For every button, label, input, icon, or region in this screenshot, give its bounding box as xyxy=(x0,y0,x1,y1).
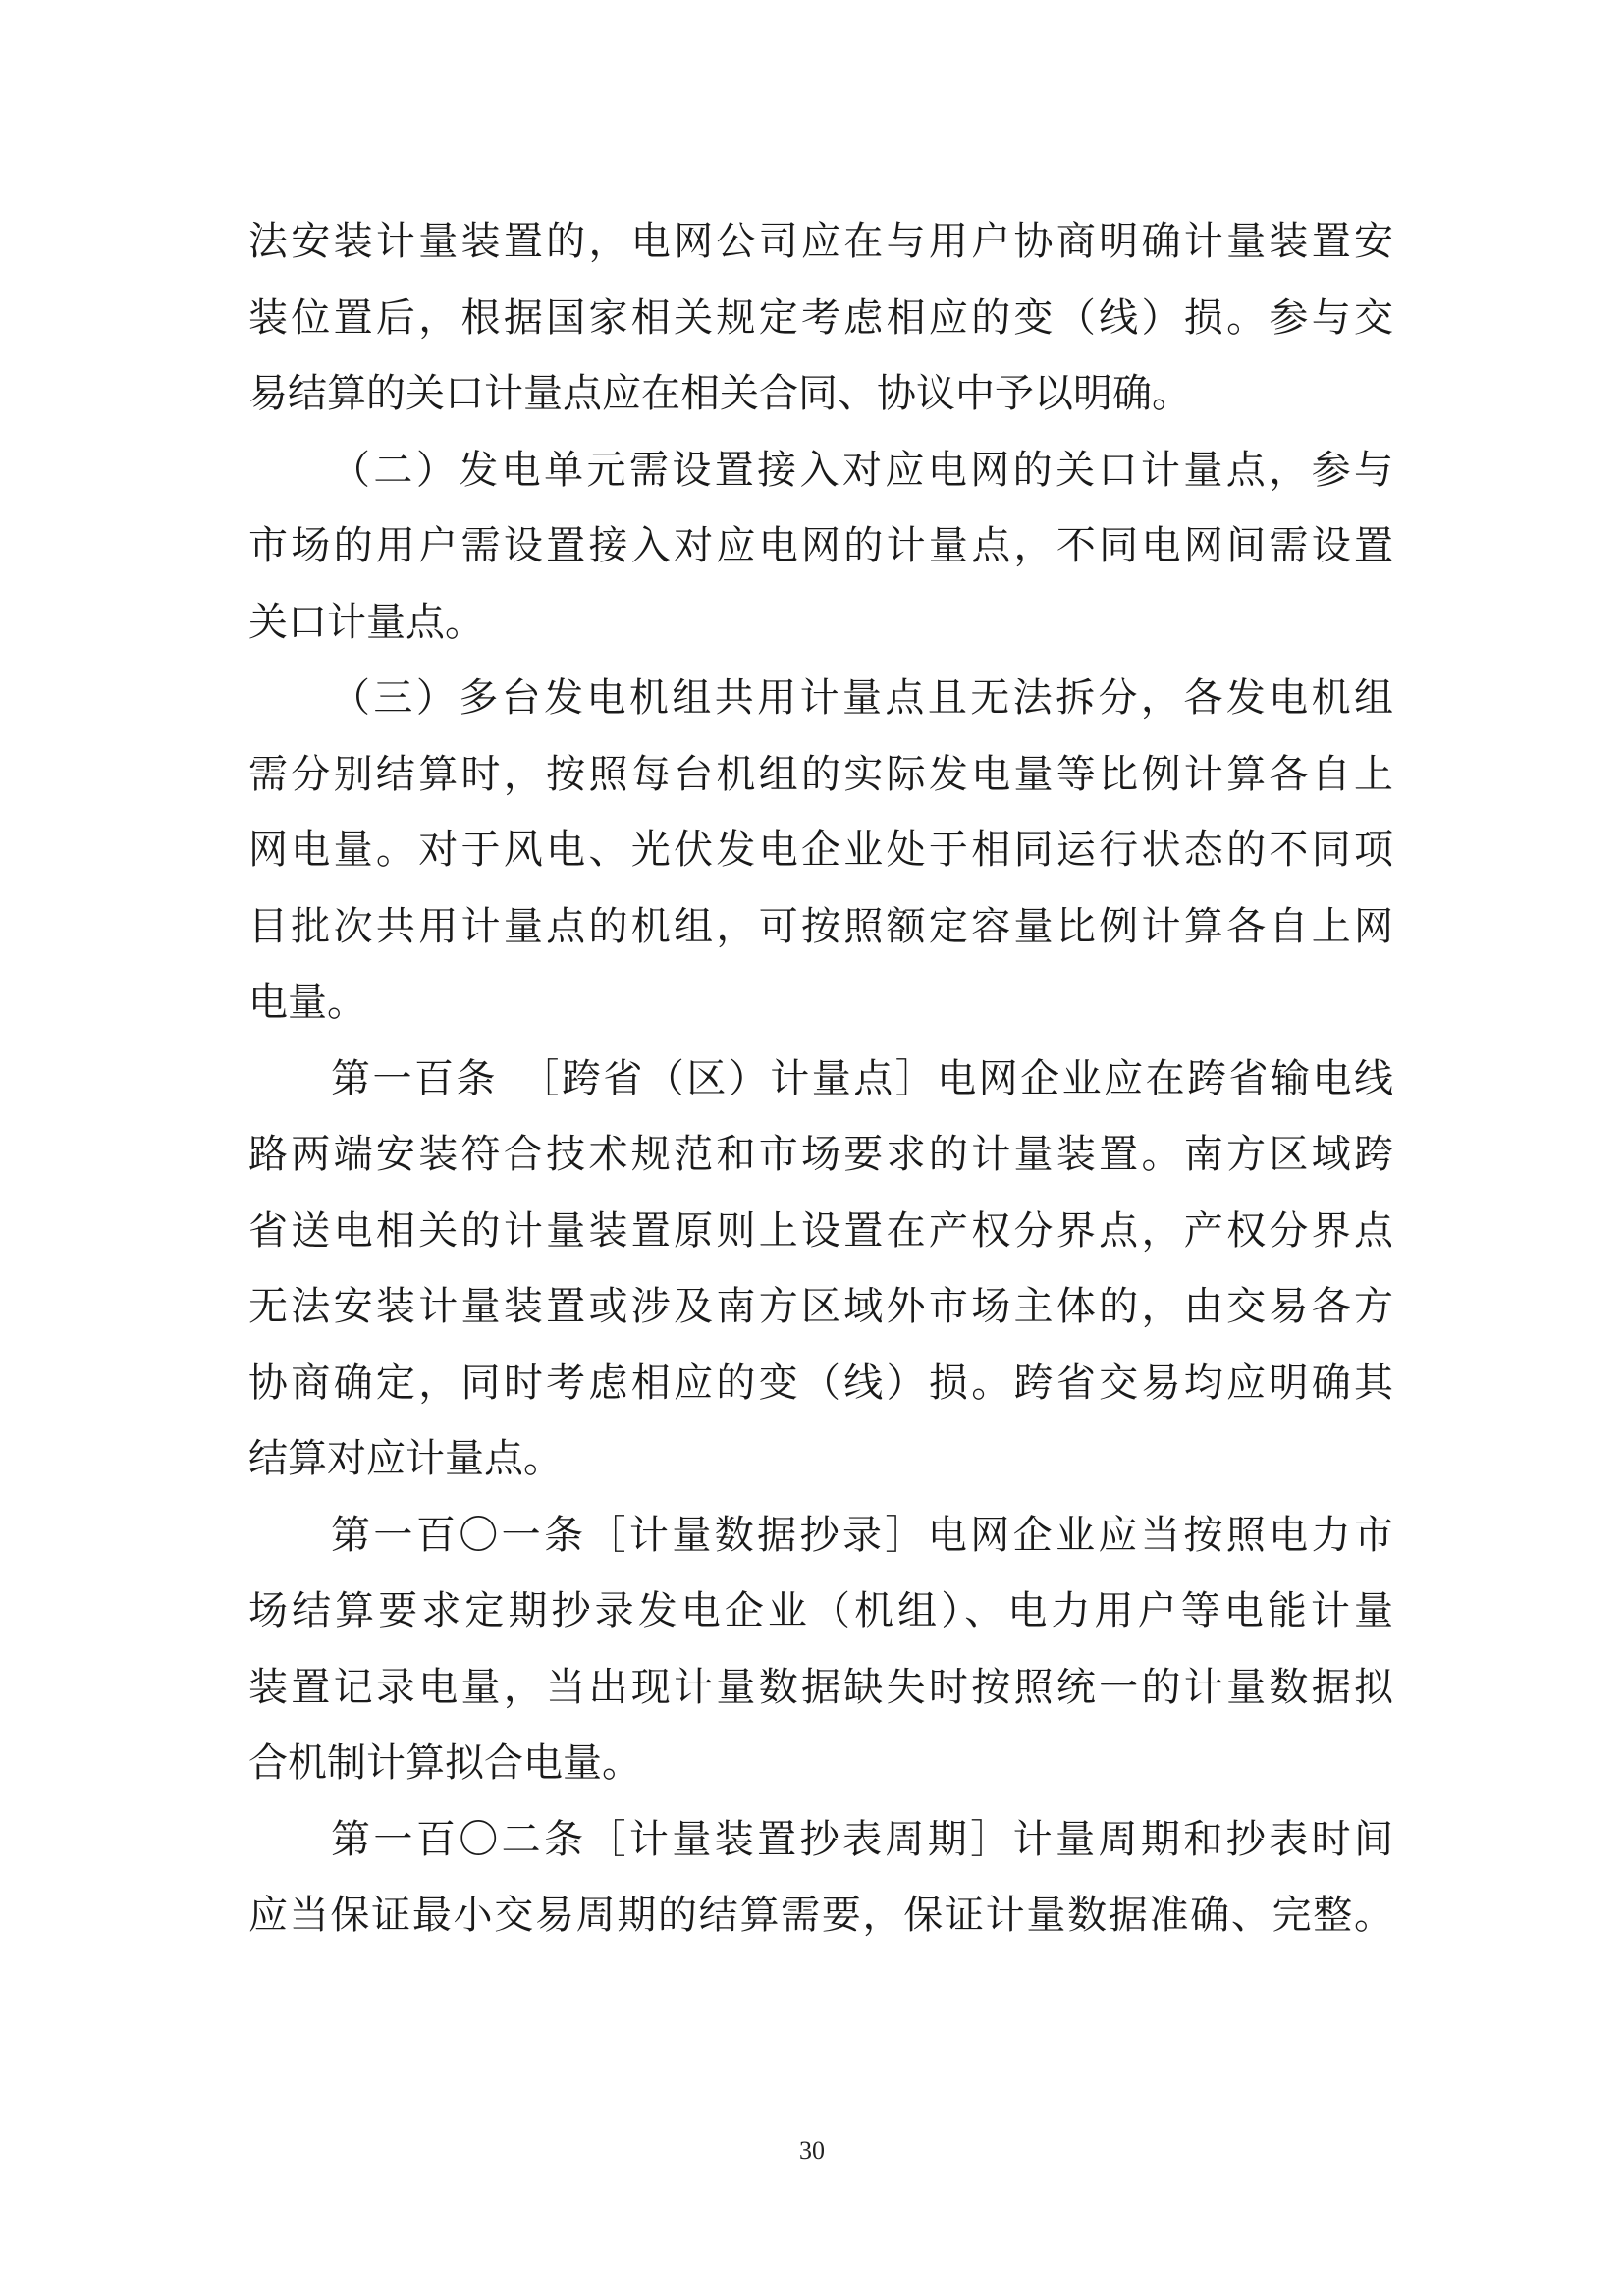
text-line: 易结算的关口计量点应在相关合同、协议中予以明确。 xyxy=(248,371,1191,416)
text-line: 结算对应计量点。 xyxy=(248,1436,563,1481)
page-number: 30 xyxy=(799,2136,825,2164)
text-line: （二）发电单元需设置接入对应电网的关口计量点，参与 xyxy=(331,447,1393,493)
text-line: 法安装计量装置的，电网公司应在与用户协商明确计量装置安 xyxy=(248,219,1393,264)
text-line: 装置记录电量，当出现计量数据缺失时按照统一的计量数据拟 xyxy=(248,1664,1393,1710)
text-line: 省送电相关的计量装置原则上设置在产权分界点，产权分界点 xyxy=(248,1207,1393,1254)
body-text xyxy=(248,204,1393,1954)
text-line: 第一百〇二条［计量装置抄表周期］计量周期和抄表时间 xyxy=(331,1816,1393,1862)
text-line: 关口计量点。 xyxy=(248,599,484,645)
text-line: 第一百〇一条［计量数据抄录］电网企业应当按照电力市 xyxy=(331,1512,1393,1558)
text-line: 第一百条 ［跨省（区）计量点］电网企业应在跨省输电线 xyxy=(331,1055,1393,1101)
text-line: 网电量。对于风电、光伏发电企业处于相同运行状态的不同项 xyxy=(248,828,1393,873)
text-line: 目批次共用计量点的机组，可按照额定容量比例计算各自上网 xyxy=(248,903,1393,949)
text-line: 协商确定，同时考虑相应的变（线）损。跨省交易均应明确其 xyxy=(248,1360,1393,1406)
text-line: 无法安装计量装置或涉及南方区域外市场主体的，由交易各方 xyxy=(248,1284,1393,1329)
text-line: 路两端安装符合技术规范和市场要求的计量装置。南方区域跨 xyxy=(248,1132,1393,1177)
text-line: 场结算要求定期抄录发电企业（机组）、电力用户等电能计量 xyxy=(248,1588,1393,1633)
text-line: 装位置后，根据国家相关规定考虑相应的变（线）损。参与交 xyxy=(248,294,1393,341)
text-line: 合机制计算拟合电量。 xyxy=(248,1740,641,1786)
text-line: 需分别结算时，按照每台机组的实际发电量等比例计算各自上 xyxy=(248,751,1393,797)
text-line: （三）多台发电机组共用计量点且无法拆分，各发电机组 xyxy=(331,675,1393,721)
text-line: 应当保证最小交易周期的结算需要，保证计量数据准确、完整。 xyxy=(248,1893,1393,1938)
text-line: 电量。 xyxy=(248,980,366,1025)
text-line: 市场的用户需设置接入对应电网的计量点，不同电网间需设置 xyxy=(248,523,1393,568)
